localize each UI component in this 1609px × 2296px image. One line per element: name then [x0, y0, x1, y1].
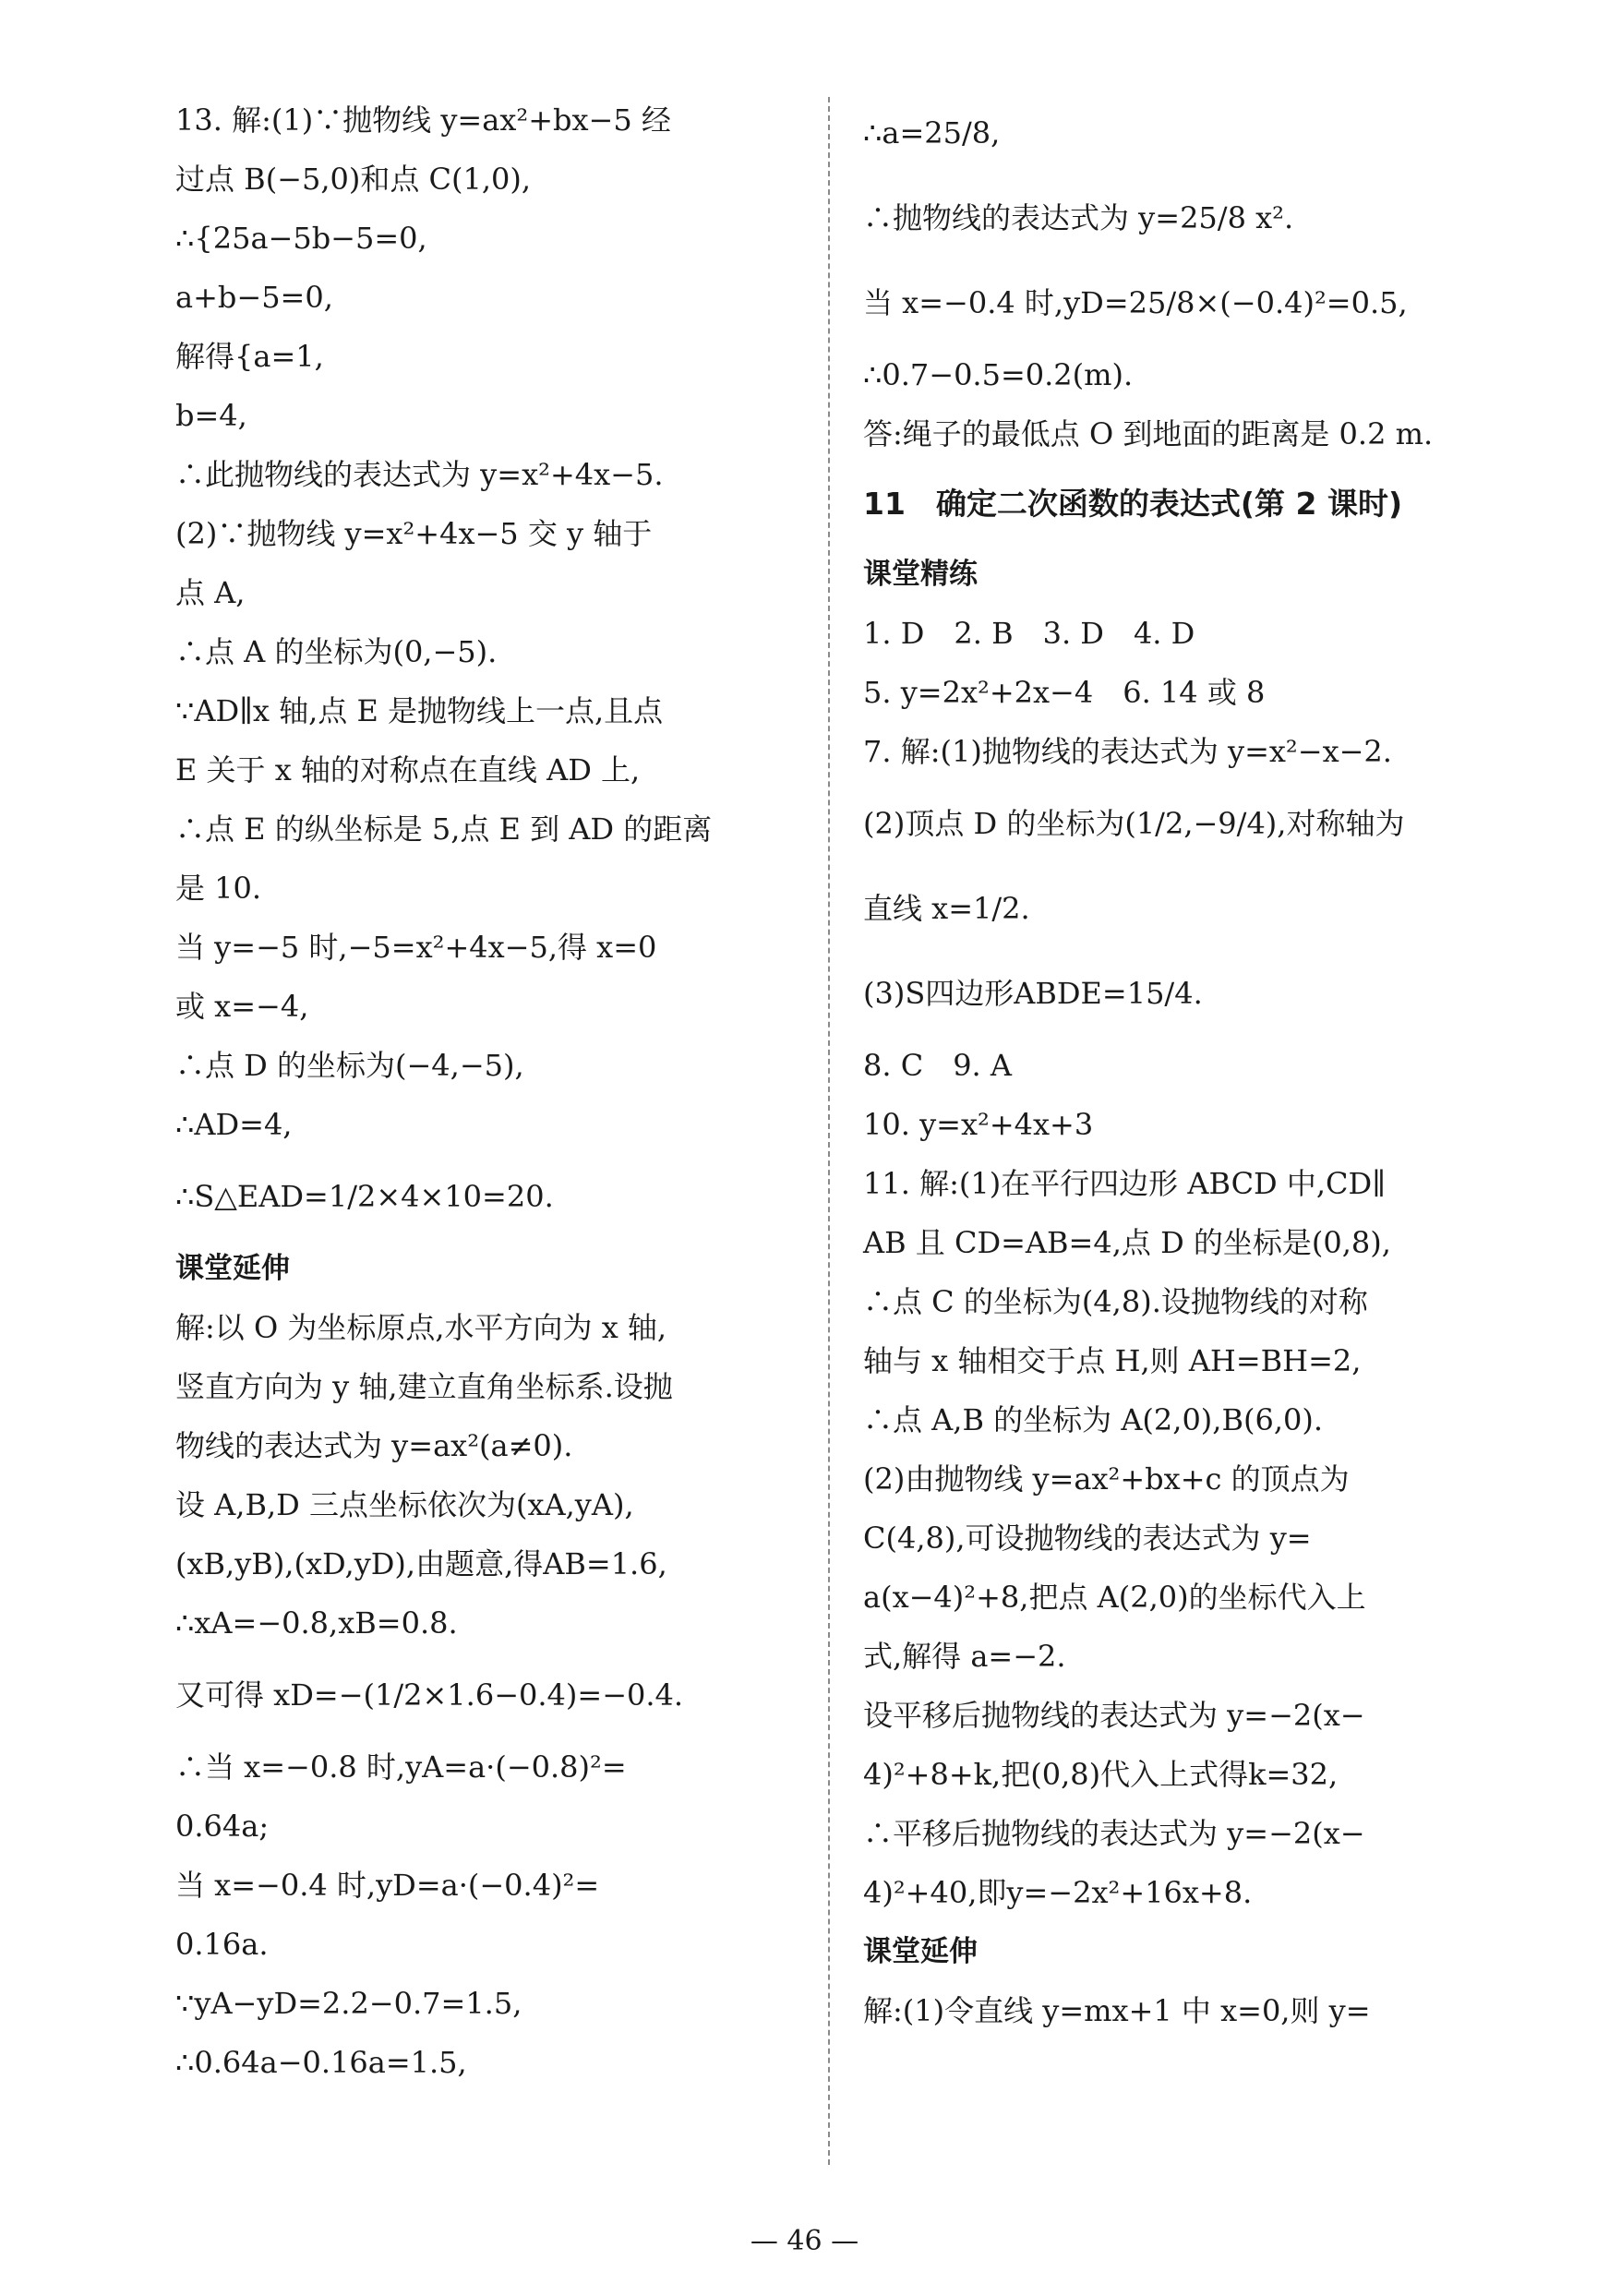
text-line: 轴与 x 轴相交于点 H,则 AH=BH=2, — [863, 1343, 1362, 1378]
text-line: ∴点 E 的纵坐标是 5,点 E 到 AD 的距离 — [175, 811, 713, 847]
text-line: 4)²+8+k,把(0,8)代入上式得k=32, — [863, 1757, 1339, 1792]
text-line: 竖直方向为 y 轴,建立直角坐标系.设抛 — [175, 1369, 673, 1404]
text-line: ∴S△EAD=1/2×4×10=20. — [175, 1179, 554, 1214]
text-line: 1. D 2. B 3. D 4. D — [863, 616, 1195, 651]
text-line: 当 x=−0.4 时,yD=25/8×(−0.4)²=0.5, — [863, 285, 1408, 320]
text-line: 是 10. — [175, 871, 262, 906]
text-line: ∴当 x=−0.8 时,yA=a·(−0.8)²= — [175, 1749, 627, 1785]
text-line: ∴0.7−0.5=0.2(m). — [863, 357, 1134, 392]
text-line: ∴点 A 的坐标为(0,−5). — [175, 634, 498, 669]
text-line: ∵yA−yD=2.2−0.7=1.5, — [175, 1986, 522, 2021]
text-line: ∴此抛物线的表达式为 y=x²+4x−5. — [175, 457, 664, 492]
text-line: a(x−4)²+8,把点 A(2,0)的坐标代入上 — [863, 1580, 1366, 1615]
page-number: — 46 — — [750, 2225, 859, 2257]
text-line: ∴AD=4, — [175, 1107, 293, 1142]
text-line: 解:以 O 为坐标原点,水平方向为 x 轴, — [175, 1310, 667, 1345]
text-line: 过点 B(−5,0)和点 C(1,0), — [175, 162, 532, 197]
text-line: ∴{25a−5b−5=0, — [175, 221, 427, 256]
column-divider — [828, 97, 830, 2165]
section-heading: 课堂精练 — [863, 558, 978, 591]
text-line: 11. 解:(1)在平行四边形 ABCD 中,CD∥ — [863, 1166, 1386, 1201]
text-line: 又可得 xD=−(1/2×1.6−0.4)=−0.4. — [175, 1677, 684, 1713]
text-line: (2)∵抛物线 y=x²+4x−5 交 y 轴于 — [175, 516, 653, 551]
text-line: ∴xA=−0.8,xB=0.8. — [175, 1605, 458, 1641]
text-line: 当 y=−5 时,−5=x²+4x−5,得 x=0 — [175, 930, 657, 965]
text-line: 或 x=−4, — [175, 989, 309, 1024]
text-line: 0.16a. — [175, 1927, 269, 1962]
text-line: b=4, — [175, 398, 247, 433]
text-line: ∴平移后抛物线的表达式为 y=−2(x− — [863, 1816, 1365, 1851]
left-column — [175, 90, 796, 2092]
text-line: 4)²+40,即y=−2x²+16x+8. — [863, 1875, 1253, 1910]
text-line: ∵AD∥x 轴,点 E 是抛物线上一点,且点 — [175, 693, 664, 728]
text-line: C(4,8),可设抛物线的表达式为 y= — [863, 1521, 1312, 1556]
text-line: a+b−5=0, — [175, 280, 333, 315]
text-line: ∴点 D 的坐标为(−4,−5), — [175, 1048, 524, 1083]
text-line: 直线 x=1/2. — [863, 891, 1030, 926]
text-line: 式,解得 a=−2. — [863, 1639, 1066, 1674]
text-line: 13. 解:(1)∵抛物线 y=ax²+bx−5 经 — [175, 102, 671, 138]
text-line: ∴抛物线的表达式为 y=25/8 x². — [863, 200, 1294, 235]
lesson-title: 11 确定二次函数的表达式(第 2 课时) — [863, 486, 1403, 522]
text-line: 当 x=−0.4 时,yD=a·(−0.4)²= — [175, 1868, 600, 1903]
text-line: (xB,yB),(xD,yD),由题意,得AB=1.6, — [175, 1546, 667, 1581]
text-line: ∴点 C 的坐标为(4,8).设抛物线的对称 — [863, 1284, 1368, 1319]
text-line: 物线的表达式为 y=ax²(a≠0). — [175, 1428, 573, 1463]
text-line: 设 A,B,D 三点坐标依次为(xA,yA), — [175, 1487, 634, 1522]
text-line: ∴点 A,B 的坐标为 A(2,0),B(6,0). — [863, 1402, 1324, 1437]
text-line: 点 A, — [175, 575, 246, 610]
right-column — [863, 90, 1487, 2040]
section-heading: 课堂延伸 — [175, 1252, 290, 1285]
text-line: 8. C 9. A — [863, 1048, 1013, 1083]
text-line: AB 且 CD=AB=4,点 D 的坐标是(0,8), — [863, 1225, 1391, 1260]
text-line: ∴0.64a−0.16a=1.5, — [175, 2045, 467, 2080]
text-line: 答:绳子的最低点 O 到地面的距离是 0.2 m. — [863, 416, 1434, 451]
text-line: 10. y=x²+4x+3 — [863, 1107, 1094, 1142]
text-line: ∴a=25/8, — [863, 115, 1001, 150]
text-line: (3)S四边形ABDE=15/4. — [863, 976, 1203, 1011]
text-line: 7. 解:(1)抛物线的表达式为 y=x²−x−2. — [863, 734, 1392, 769]
text-line: (2)顶点 D 的坐标为(1/2,−9/4),对称轴为 — [863, 806, 1405, 841]
text-line: 0.64a; — [175, 1809, 270, 1844]
text-line: (2)由抛物线 y=ax²+bx+c 的顶点为 — [863, 1461, 1350, 1497]
section-heading: 课堂延伸 — [863, 1935, 978, 1968]
text-line: 5. y=2x²+2x−4 6. 14 或 8 — [863, 675, 1266, 710]
text-line: 解得{a=1, — [175, 339, 324, 374]
text-line: 解:(1)令直线 y=mx+1 中 x=0,则 y= — [863, 1993, 1371, 2028]
text-line: E 关于 x 轴的对称点在直线 AD 上, — [175, 752, 641, 787]
text-line: 设平移后抛物线的表达式为 y=−2(x− — [863, 1698, 1365, 1733]
